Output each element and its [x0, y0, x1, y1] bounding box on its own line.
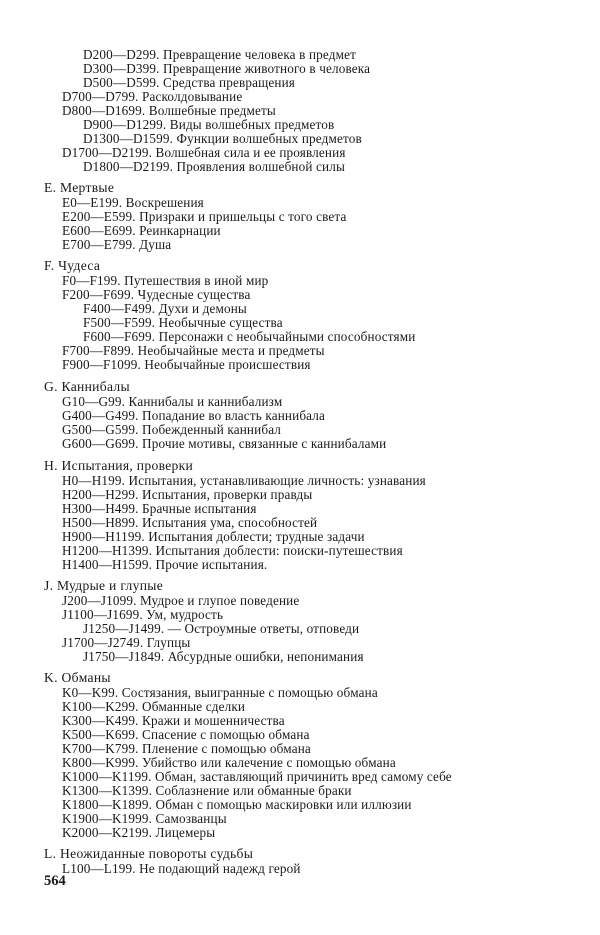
motif-range-line: K2000—K2199. Лицемеры [62, 825, 216, 840]
motif-range-line: J1750—J1849. Абсурдные ошибки, непонимания [83, 649, 364, 664]
motif-range-line: D800—D1699. Волшебные предметы [62, 103, 276, 118]
motif-range-line: E0—E199. Воскрешения [62, 195, 204, 210]
motif-range-line: F0—F199. Путешествия в иной мир [62, 273, 269, 288]
motif-range-line: J1100—J1699. Ум, мудрость [62, 607, 224, 622]
section-heading-k: K. Обманы [44, 670, 111, 685]
motif-range-line: D500—D599. Средства превращения [83, 75, 296, 90]
motif-range-line: K1900—K1999. Самозванцы [62, 811, 227, 826]
motif-range-line: K1300—K1399. Соблазнение или обманные браки [62, 783, 352, 798]
motif-range-line: D200—D299. Превращение человека в предмет [83, 47, 357, 62]
motif-range-line: J1700—J2749. Глупцы [62, 635, 191, 650]
motif-range-line: E600—E699. Реинкарнации [62, 223, 221, 238]
motif-range-line: K1000—K1199. Обман, заставляющий причинить вред самому себе [62, 769, 452, 784]
motif-range-line: K300—K499. Кражи и мошенничества [62, 713, 285, 728]
motif-range-line: G600—G699. Прочие мотивы, связанные с каннибалами [62, 436, 387, 451]
motif-range-line: F700—F899. Необычайные места и предметы [62, 343, 325, 358]
motif-range-line: J200—J1099. Мудрое и глупое поведение [62, 593, 300, 608]
motif-range-line: D300—D399. Превращение животного в человека [83, 61, 371, 76]
motif-range-line: D1300—D1599. Функции волшебных предметов [83, 131, 362, 146]
motif-range-line: D700—D799. Расколдовывание [62, 89, 243, 104]
motif-range-line: L100—L199. Не подающий надежд герой [62, 861, 301, 876]
page-number: 564 [44, 873, 66, 889]
motif-range-line: D1800—D2199. Проявления волшебной силы [83, 159, 345, 174]
motif-range-line: K1800—K1899. Обман с помощью маскировки или иллюзии [62, 797, 412, 812]
motif-range-line: J1250—J1499. — Остроумные ответы, отповеди [83, 621, 360, 636]
motif-range-line: G10—G99. Каннибалы и каннибализм [62, 394, 283, 409]
motif-range-line: H1400—H1599. Прочие испытания. [62, 557, 268, 572]
section-heading-f: F. Чудеса [44, 258, 101, 273]
section-heading-j: J. Мудрые и глупые [44, 578, 164, 593]
motif-range-line: K500—K699. Спасение с помощью обмана [62, 727, 310, 742]
motif-range-line: D900—D1299. Виды волшебных предметов [83, 117, 335, 132]
section-heading-g: G. Каннибалы [44, 379, 130, 394]
motif-range-line: F400—F499. Духи и демоны [83, 301, 247, 316]
motif-range-line: K0—K99. Состязания, выигранные с помощью обмана [62, 685, 378, 700]
motif-range-line: H300—H499. Брачные испытания [62, 501, 257, 516]
motif-range-line: K700—K799. Пленение с помощью обмана [62, 741, 311, 756]
section-heading-h: H. Испытания, проверки [44, 458, 194, 473]
section-heading-l: L. Неожиданные повороты судьбы [44, 846, 254, 861]
motif-range-line: K800—K999. Убийство или калечение с помощью обмана [62, 755, 396, 770]
motif-range-line: H1200—H1399. Испытания доблести: поиски-путешествия [62, 543, 403, 558]
motif-range-line: F900—F1099. Необычайные происшествия [62, 357, 311, 372]
motif-range-line: F500—F599. Необычные существа [83, 315, 283, 330]
motif-range-line: E200—E599. Призраки и пришельцы с того света [62, 209, 347, 224]
motif-range-line: K100—K299. Обманные сделки [62, 699, 246, 714]
motif-range-line: G400—G499. Попадание во власть каннибала [62, 408, 326, 423]
motif-range-line: H200—H299. Испытания, проверки правды [62, 487, 313, 502]
motif-range-line: H900—H1199. Испытания доблести; трудные задачи [62, 529, 365, 544]
motif-range-line: H500—H899. Испытания ума, способностей [62, 515, 318, 530]
motif-range-line: E700—E799. Душа [62, 237, 172, 252]
motif-range-line: D1700—D2199. Волшебная сила и ее проявления [62, 145, 346, 160]
section-heading-e: E. Мертвые [44, 180, 115, 195]
motif-range-line: H0—H199. Испытания, устанавливающие личность: узнавания [62, 473, 426, 488]
motif-range-line: G500—G599. Побежденный каннибал [62, 422, 282, 437]
motif-range-line: F600—F699. Персонажи с необычайными способностями [83, 329, 416, 344]
motif-range-line: F200—F699. Чудесные существа [62, 287, 251, 302]
